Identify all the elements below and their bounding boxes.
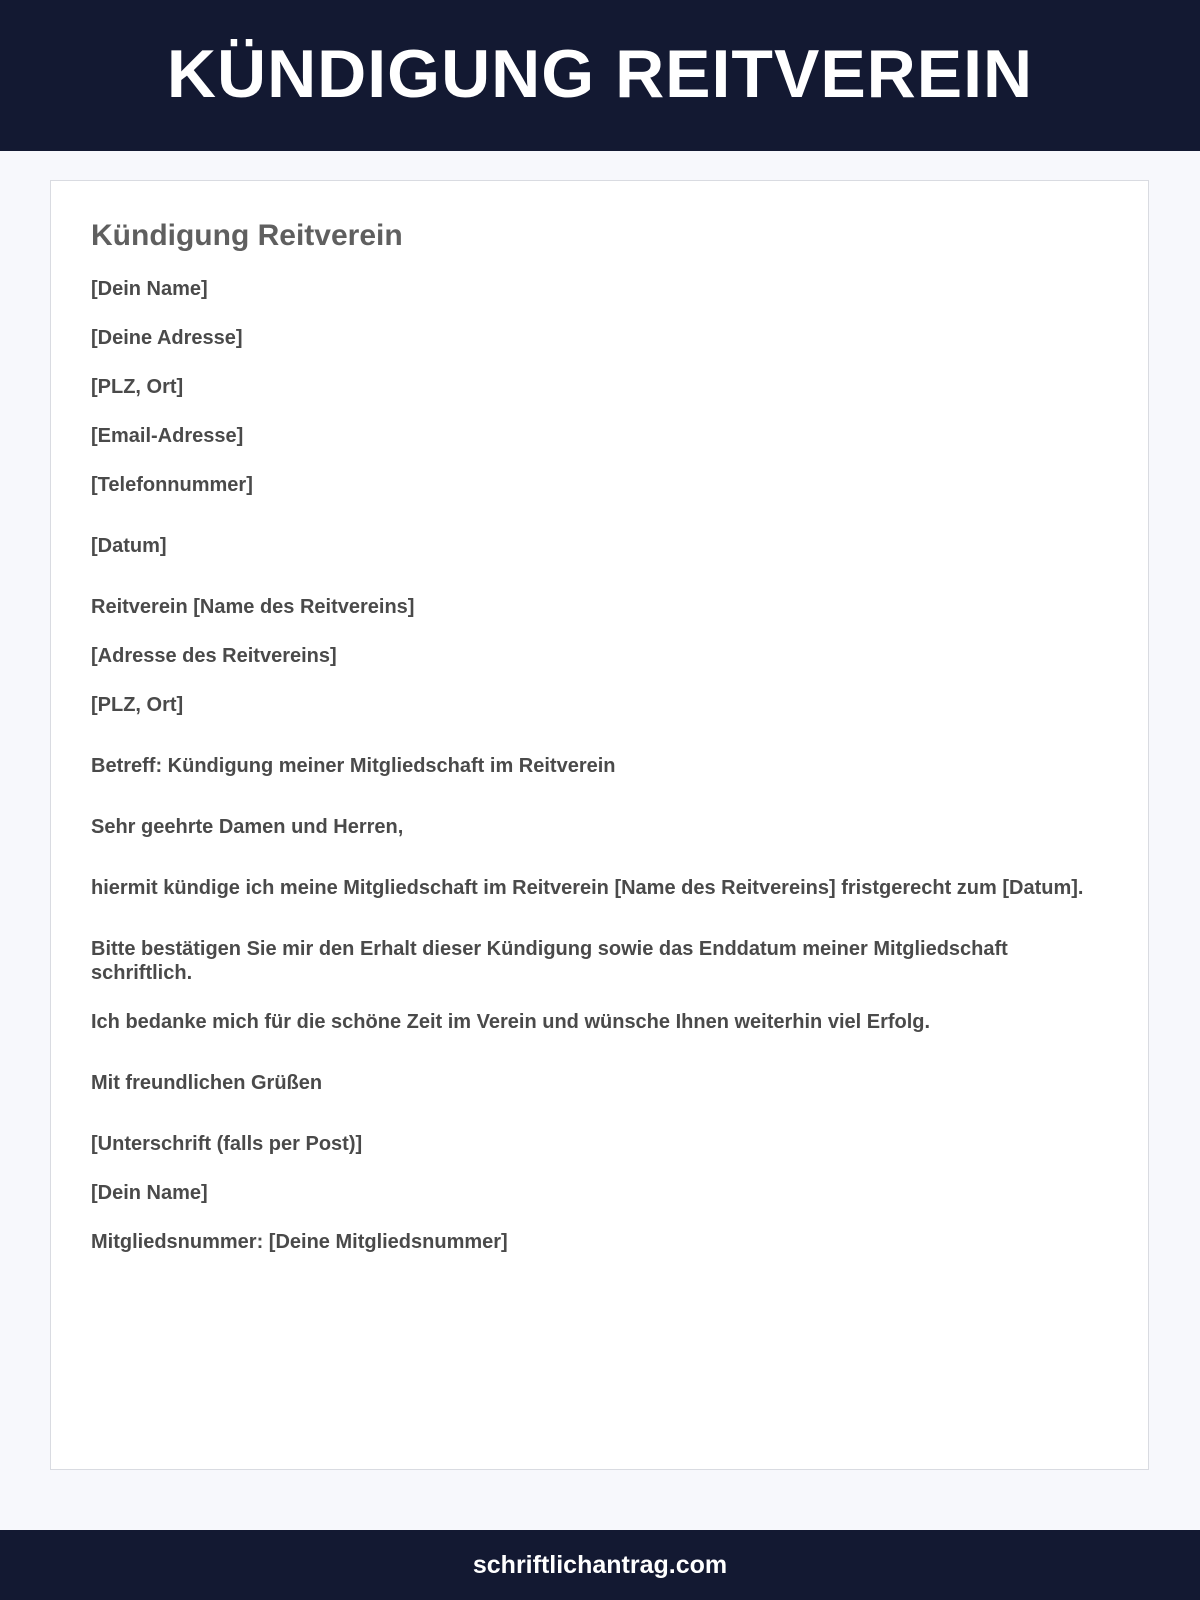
letter-title: Kündigung Reitverein [91, 219, 403, 252]
member-number: Mitgliedsnummer: [Deine Mitgliedsnummer] [91, 1231, 508, 1253]
letter-closing: Mit freundlichen Grüßen [91, 1072, 323, 1094]
letter-card [50, 180, 1149, 1470]
letter-paragraph-1: hiermit kündige ich meine Mitgliedschaft im Reitverein [Name des Reitvereins] fristgerecht zum [Datum]. [91, 877, 1084, 899]
recipient-city: [PLZ, Ort] [91, 694, 184, 716]
letter-salutation: Sehr geehrte Damen und Herren, [91, 816, 404, 838]
letter-subject: Betreff: Kündigung meiner Mitgliedschaft im Reitverein [91, 755, 616, 777]
page-footer [0, 1530, 1200, 1600]
sender-email: [Email-Adresse] [91, 425, 244, 447]
letter-date: [Datum] [91, 535, 167, 557]
sender-city: [PLZ, Ort] [91, 376, 184, 398]
header-title: KÜNDIGUNG REITVEREIN [166, 35, 1034, 112]
recipient-address: [Adresse des Reitvereins] [91, 645, 337, 667]
footer-site: schriftlichantrag.com [472, 1550, 728, 1579]
letter-paragraph-3: Ich bedanke mich für die schöne Zeit im Verein und wünsche Ihnen weiterhin viel Erfolg. [91, 1011, 931, 1033]
sender-name: [Dein Name] [91, 278, 208, 300]
sender-address: [Deine Adresse] [91, 327, 243, 349]
signature-name: [Dein Name] [91, 1182, 208, 1204]
sender-phone: [Telefonnummer] [91, 474, 253, 496]
letter-paragraph-2: Bitte bestätigen Sie mir den Erhalt dieser Kündigung sowie das Enddatum meiner Mitgliedschaft schriftlich. [91, 938, 1008, 984]
page-header [0, 0, 1200, 151]
letter-signature: [Unterschrift (falls per Post)] [91, 1133, 363, 1155]
recipient-name: Reitverein [Name des Reitvereins] [91, 596, 415, 618]
